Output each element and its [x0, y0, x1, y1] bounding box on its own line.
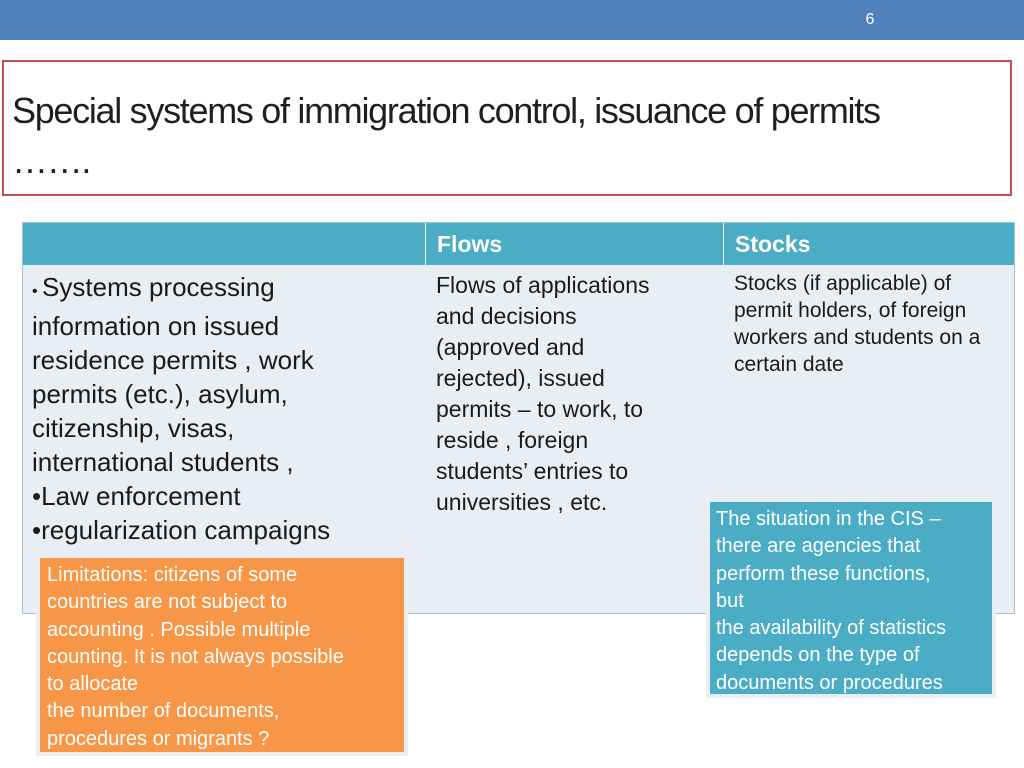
cis-line: the availability of statistics — [716, 617, 947, 640]
stocks-line: certain date — [734, 353, 844, 376]
flows-line: students’ entries to — [436, 458, 629, 484]
stocks-line: permit holders, of foreign — [734, 299, 967, 322]
systems-line: citizenship, visas, — [32, 413, 235, 443]
header-flows: Flows — [437, 231, 503, 257]
page-number: 6 — [865, 11, 875, 28]
cis-line: but — [716, 589, 744, 612]
limitations-line: the number of documents, — [47, 700, 280, 723]
flows-line: reside , foreign — [436, 427, 589, 453]
stocks-line: workers and students on a — [734, 326, 981, 349]
limitations-line: Limitations: citizens of some — [47, 564, 298, 586]
limitations-callout — [36, 554, 408, 756]
limitations-line: counting. It is not always possible — [47, 645, 344, 668]
cis-line: depends on the type of — [716, 644, 920, 667]
slide-title-line-1: Special systems of immigration control, issuance of permits — [12, 90, 880, 131]
law-enforcement-item: •Law enforcement — [32, 481, 241, 511]
cis-callout — [706, 498, 996, 698]
header-divider — [425, 223, 426, 265]
flows-line: Flows of applications — [436, 272, 650, 298]
stocks-cell — [734, 270, 1009, 378]
systems-line: • Systems processing — [32, 272, 275, 302]
flows-line: permits – to work, to — [436, 396, 644, 422]
flows-line: rejected), issued — [436, 365, 605, 391]
flows-cell — [436, 270, 716, 518]
flows-line: (approved and — [436, 334, 585, 360]
header-stocks: Stocks — [735, 231, 811, 257]
limitations-line: accounting . Possible multiple — [47, 618, 311, 641]
systems-line: residence permits , work — [32, 345, 314, 375]
slide-title — [12, 86, 1002, 186]
table-header-row — [23, 223, 1014, 265]
stocks-line: Stocks (if applicable) of — [734, 272, 952, 295]
flows-line: universities , etc. — [436, 489, 608, 515]
slide-title-line-2: ……. — [12, 140, 91, 181]
systems-cell — [32, 270, 412, 547]
systems-line: information on issued — [32, 311, 280, 341]
cis-line: perform these functions, — [716, 562, 931, 585]
regularization-item: •regularization campaigns — [32, 515, 331, 545]
cis-line: there are agencies that — [716, 535, 921, 558]
bullet-icon: • — [32, 283, 43, 300]
header-divider — [723, 223, 724, 265]
limitations-line: countries are not subject to — [47, 591, 288, 614]
systems-line: international students , — [32, 447, 294, 477]
flows-line: and decisions — [436, 303, 577, 329]
limitations-line: procedures or migrants ? — [47, 727, 270, 750]
systems-line: permits (etc.), asylum, — [32, 379, 288, 409]
cis-line: The situation in the CIS – — [716, 508, 941, 530]
limitations-line: to allocate — [47, 673, 139, 696]
cis-line: documents or procedures — [716, 671, 943, 694]
